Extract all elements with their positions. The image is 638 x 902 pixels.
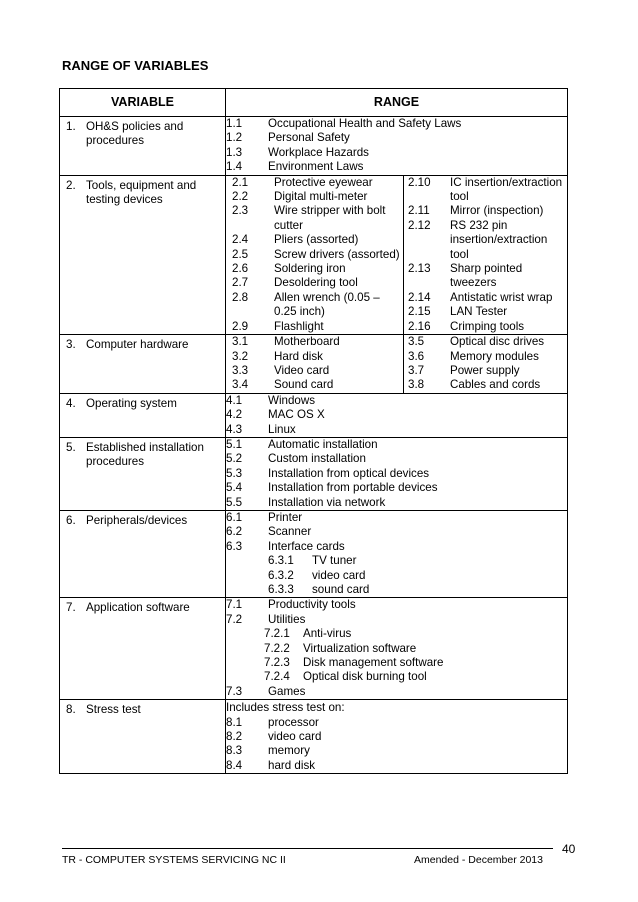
table-row (60, 117, 568, 176)
item-number: 3.7 (408, 363, 425, 377)
row-number: 1. (66, 120, 76, 133)
range-list (226, 394, 567, 437)
sub-item-text: Anti-virus (303, 627, 352, 641)
item-number: 2.14 (408, 290, 431, 304)
row-variable: Computer hardware (86, 338, 189, 352)
range-list (226, 117, 567, 175)
item-text: Power supply (450, 363, 520, 377)
item-number: 2.11 (408, 204, 430, 218)
item-number: 2.4 (232, 233, 249, 247)
row-variable: Stress test (86, 703, 141, 717)
item-text: Video card (274, 363, 330, 377)
item-number: 4.2 (226, 408, 243, 422)
header-variable: VARIABLE (60, 89, 226, 117)
sub-list (226, 627, 567, 685)
item-number: 2.15 (408, 305, 431, 319)
item-text: Environment Laws (268, 160, 364, 174)
item-text: Scanner (268, 525, 312, 539)
sub-item-number: 7.2.3 (264, 656, 290, 670)
item-number: 5.4 (226, 481, 243, 495)
item-text: Crimping tools (450, 319, 525, 333)
item-text: hard disk (268, 758, 316, 772)
item-number: 8.2 (226, 730, 243, 744)
footer-document-title: TR - COMPUTER SYSTEMS SERVICING NC II (62, 854, 286, 866)
range-list (232, 335, 403, 393)
sub-list (226, 554, 567, 597)
table-header-row (60, 89, 568, 117)
table-row (60, 393, 568, 437)
item-number: 4.1 (226, 393, 243, 407)
item-number: 2.10 (408, 175, 431, 189)
item-text: Automatic installation (268, 437, 378, 451)
sub-item-text: Disk management software (303, 656, 444, 670)
row-number: 6. (66, 513, 76, 527)
item-text: video card (268, 730, 322, 744)
item-number: 3.2 (232, 349, 249, 363)
sub-item-number: 6.3.1 (268, 554, 294, 568)
table-row (60, 598, 568, 700)
row-variable: Peripherals/devices (86, 513, 188, 527)
item-text: Pliers (assorted) (274, 233, 359, 247)
range-intro: Includes stress test on: (226, 701, 345, 715)
item-text: Antistatic wrist wrap (450, 290, 553, 304)
range-list (226, 511, 567, 554)
item-number: 1.2 (226, 131, 243, 145)
row-number: 7. (66, 601, 76, 615)
item-text: Optical disc drives (450, 335, 545, 349)
item-number: 2.7 (232, 276, 249, 290)
table-row (60, 335, 568, 394)
item-number: 2.9 (232, 319, 249, 333)
item-text: Sound card (274, 378, 334, 392)
row-variable: Established installation procedures (86, 440, 204, 469)
item-text: Wire stripper with bolt cutter (274, 204, 386, 232)
item-text: Linux (268, 422, 296, 436)
row-number: 2. (66, 178, 76, 192)
item-text: Interface cards (268, 539, 345, 553)
item-number: 1.1 (226, 117, 243, 130)
footer-divider (62, 848, 553, 849)
row-number: 3. (66, 338, 76, 352)
sub-item-number: 7.2.2 (264, 641, 290, 655)
item-text: Protective eyewear (274, 175, 373, 189)
item-number: 2.5 (232, 247, 249, 261)
item-text: Personal Safety (268, 131, 350, 145)
item-text: Digital multi-meter (274, 190, 368, 204)
item-number: 3.4 (232, 378, 249, 392)
row-variable: Tools, equipment and testing devices (86, 178, 197, 207)
item-text: Cables and cords (450, 378, 541, 392)
item-text: RS 232 pin insertion/extraction tool (450, 218, 548, 261)
item-number: 7.2 (226, 612, 243, 626)
range-list (408, 176, 567, 334)
item-number: 8.4 (226, 758, 243, 772)
item-number: 2.13 (408, 262, 431, 276)
item-text: Sharp pointed tweezers (450, 262, 523, 290)
item-number: 1.3 (226, 145, 243, 159)
item-number: 2.12 (408, 218, 431, 232)
item-text: Mirror (inspection) (450, 204, 544, 218)
page-title: RANGE OF VARIABLES (62, 58, 209, 73)
item-number: 7.3 (226, 684, 243, 698)
item-text: Productivity tools (268, 598, 356, 612)
item-text: Games (268, 684, 306, 698)
item-number: 3.6 (408, 349, 425, 363)
table-row (60, 437, 568, 510)
range-list (232, 176, 403, 334)
item-text: Soldering iron (274, 262, 346, 276)
range-of-variables-table (59, 88, 568, 774)
item-text: Windows (268, 393, 316, 407)
row-number: 8. (66, 703, 76, 717)
row-variable: OH&S policies and procedures (86, 120, 184, 148)
item-number: 2.2 (232, 190, 249, 204)
range-list (226, 598, 567, 627)
item-text: Allen wrench (0.05 – 0.25 inch) (274, 290, 380, 319)
item-text: LAN Tester (450, 305, 508, 319)
item-text: processor (268, 715, 319, 729)
row-variable: Operating system (86, 396, 177, 410)
item-text: Installation from portable devices (268, 481, 438, 495)
item-number: 2.16 (408, 319, 431, 333)
item-text: Motherboard (274, 335, 340, 349)
item-number: 5.5 (226, 495, 243, 509)
item-number: 3.8 (408, 378, 425, 392)
sub-item-number: 6.3.2 (268, 568, 294, 582)
item-number: 6.3 (226, 539, 243, 553)
item-text: Installation from optical devices (268, 466, 430, 480)
sub-item-number: 7.2.1 (264, 627, 290, 641)
item-text: memory (268, 744, 310, 758)
item-number: 2.3 (232, 204, 249, 218)
sub-item-text: video card (312, 568, 366, 582)
row-number: 5. (66, 440, 76, 454)
range-list (408, 335, 567, 393)
item-text: Desoldering tool (274, 276, 358, 290)
item-number: 1.4 (226, 160, 243, 174)
item-number: 2.8 (232, 290, 249, 304)
row-number: 4. (66, 396, 76, 410)
item-number: 7.1 (226, 598, 243, 612)
header-range: RANGE (226, 89, 568, 117)
item-number: 8.1 (226, 715, 243, 729)
item-text: Occupational Health and Safety Laws (268, 117, 462, 130)
item-number: 2.1 (232, 175, 249, 189)
item-text: Workplace Hazards (268, 145, 369, 159)
sub-item-text: Virtualization software (303, 641, 417, 655)
range-list (226, 685, 567, 699)
range-list (226, 716, 567, 774)
item-number: 5.3 (226, 466, 243, 480)
sub-item-number: 7.2.4 (264, 670, 290, 684)
table-row (60, 510, 568, 597)
item-number: 5.2 (226, 452, 243, 466)
table-row (60, 700, 568, 774)
page-number: 40 (562, 842, 576, 856)
item-number: 3.3 (232, 363, 249, 377)
item-text: Flashlight (274, 319, 324, 333)
item-number: 5.1 (226, 437, 243, 451)
item-text: MAC OS X (268, 408, 325, 422)
row-variable: Application software (86, 601, 190, 615)
sub-item-text: Optical disk burning tool (303, 670, 427, 684)
item-text: Custom installation (268, 452, 366, 466)
range-list (226, 438, 567, 510)
item-text: Printer (268, 510, 303, 524)
item-text: Installation via network (268, 495, 386, 509)
sub-item-number: 6.3.3 (268, 583, 294, 596)
item-number: 6.1 (226, 510, 243, 524)
item-number: 3.5 (408, 335, 425, 349)
item-text: Screw drivers (assorted) (274, 247, 400, 261)
item-text: IC insertion/extraction tool (450, 175, 563, 204)
item-text: Hard disk (274, 349, 323, 363)
item-number: 3.1 (232, 335, 249, 349)
item-number: 2.6 (232, 262, 249, 276)
item-number: 4.3 (226, 422, 243, 436)
item-text: Memory modules (450, 349, 539, 363)
footer-amended-date: Amended - December 2013 (414, 854, 543, 866)
item-number: 6.2 (226, 525, 243, 539)
item-text: Utilities (268, 612, 306, 626)
item-number: 8.3 (226, 744, 243, 758)
table-row (60, 175, 568, 334)
sub-item-text: sound card (312, 583, 370, 596)
sub-item-text: TV tuner (312, 554, 357, 568)
